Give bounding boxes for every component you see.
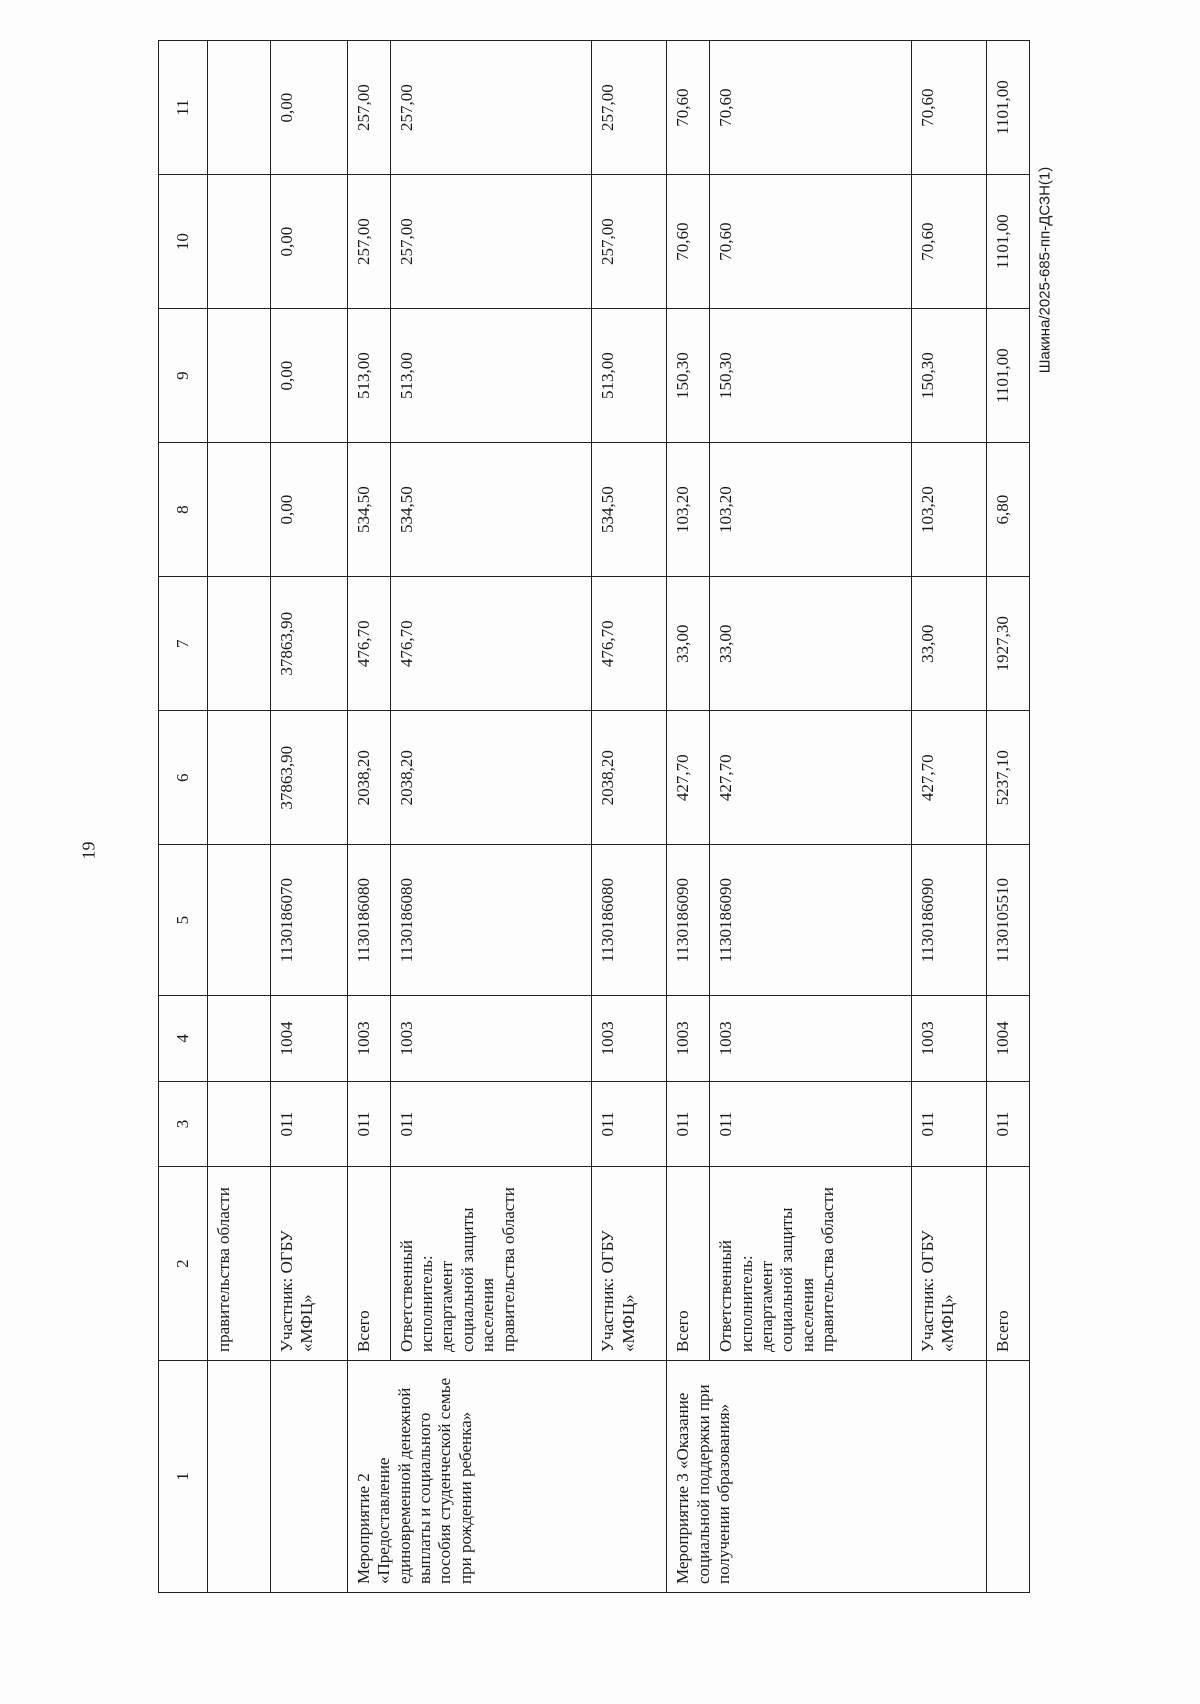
- table-row: [710, 41, 912, 1593]
- cell: 534,50: [390, 443, 592, 577]
- cell-executor: Участник: ОГБУ «МФЦ»: [592, 1167, 667, 1361]
- cell: 534,50: [347, 443, 390, 577]
- cell: [208, 996, 270, 1082]
- cell: 150,30: [911, 309, 986, 443]
- table-row: [987, 41, 1030, 1593]
- cell: 427,70: [710, 711, 912, 845]
- cell: 1130186080: [592, 845, 667, 996]
- cell: 0,00: [270, 175, 347, 309]
- cell: 0,00: [270, 41, 347, 175]
- cell-event: [208, 1361, 270, 1593]
- cell: 70,60: [667, 41, 710, 175]
- header-cell: 10: [159, 175, 208, 309]
- cell: 33,00: [911, 577, 986, 711]
- budget-table: [158, 40, 1030, 1593]
- cell: 1003: [667, 996, 710, 1082]
- cell: 1003: [390, 996, 592, 1082]
- cell: 011: [347, 1081, 390, 1167]
- cell: 427,70: [667, 711, 710, 845]
- cell-event: Мероприятие 3 «Оказание социальной поддержки при получении образования»: [667, 1361, 987, 1593]
- cell: 1003: [911, 996, 986, 1082]
- cell: 1003: [710, 996, 912, 1082]
- cell: 011: [987, 1081, 1030, 1167]
- cell-executor: Всего: [347, 1167, 390, 1361]
- cell: 427,70: [911, 711, 986, 845]
- cell: 70,60: [710, 175, 912, 309]
- cell: 1101,00: [987, 41, 1030, 175]
- cell: 513,00: [390, 309, 592, 443]
- cell: [208, 41, 270, 175]
- header-cell: 7: [159, 577, 208, 711]
- cell: [208, 309, 270, 443]
- cell: 011: [710, 1081, 912, 1167]
- cell: 257,00: [347, 175, 390, 309]
- cell: 257,00: [592, 175, 667, 309]
- header-row: [159, 41, 208, 1593]
- cell-event: [987, 1361, 1030, 1593]
- cell: 150,30: [667, 309, 710, 443]
- header-cell: 11: [159, 41, 208, 175]
- table-row: [911, 41, 986, 1593]
- cell: 011: [390, 1081, 592, 1167]
- cell: 37863,90: [270, 577, 347, 711]
- cell: 1130186090: [667, 845, 710, 996]
- cell: 257,00: [347, 41, 390, 175]
- table-row: [390, 41, 592, 1593]
- cell: 1003: [592, 996, 667, 1082]
- cell: 1004: [270, 996, 347, 1082]
- cell-event: [270, 1361, 347, 1593]
- table-row: [347, 41, 390, 1593]
- cell: 1101,00: [987, 309, 1030, 443]
- budget-table-rotated: [158, 40, 1030, 1593]
- cell: 011: [667, 1081, 710, 1167]
- cell-event: Мероприятие 2 «Предоставление единовременной денежной выплаты и социального пособия студенческой семье при рождении ребенка»: [347, 1361, 667, 1593]
- cell: 476,70: [592, 577, 667, 711]
- cell: 0,00: [270, 443, 347, 577]
- cell: 2038,20: [390, 711, 592, 845]
- cell-executor: Участник: ОГБУ «МФЦ»: [270, 1167, 347, 1361]
- cell: 1927,30: [987, 577, 1030, 711]
- header-cell: 3: [159, 1081, 208, 1167]
- cell: 33,00: [710, 577, 912, 711]
- header-cell: 8: [159, 443, 208, 577]
- header-cell: 9: [159, 309, 208, 443]
- cell: 70,60: [911, 41, 986, 175]
- table-row: [270, 41, 347, 1593]
- cell: 103,20: [667, 443, 710, 577]
- cell: 476,70: [347, 577, 390, 711]
- cell: 011: [911, 1081, 986, 1167]
- header-cell: 5: [159, 845, 208, 996]
- cell: 476,70: [390, 577, 592, 711]
- header-cell: 2: [159, 1167, 208, 1361]
- cell: 103,20: [911, 443, 986, 577]
- cell: 2038,20: [347, 711, 390, 845]
- header-cell: 6: [159, 711, 208, 845]
- cell: [208, 443, 270, 577]
- cell: 534,50: [592, 443, 667, 577]
- cell: 150,30: [710, 309, 912, 443]
- header-cell: 1: [159, 1361, 208, 1593]
- cell: 1101,00: [987, 175, 1030, 309]
- cell-executor: Участник: ОГБУ «МФЦ»: [911, 1167, 986, 1361]
- cell-executor: Ответственный исполнитель: департамент социальной защиты населения правительства области: [710, 1167, 912, 1361]
- cell: 0,00: [270, 309, 347, 443]
- cell: 70,60: [911, 175, 986, 309]
- cell: 37863,90: [270, 711, 347, 845]
- cell: 1130186080: [390, 845, 592, 996]
- cell-executor: Ответственный исполнитель: департамент социальной защиты населения правительства области: [390, 1167, 592, 1361]
- doc-code: Шакина/2025-685-пп-ДСЗН(1): [1036, 166, 1054, 374]
- cell: 1130186070: [270, 845, 347, 996]
- cell-executor: Всего: [987, 1167, 1030, 1361]
- cell: 1130186080: [347, 845, 390, 996]
- cell: 1130186090: [710, 845, 912, 996]
- cell: 5237,10: [987, 711, 1030, 845]
- cell: [208, 577, 270, 711]
- cell: 1004: [987, 996, 1030, 1082]
- cell: [208, 711, 270, 845]
- doc-code-wrap: [1030, 120, 1060, 420]
- cell: 1130186090: [911, 845, 986, 996]
- cell: 513,00: [592, 309, 667, 443]
- cell: 257,00: [390, 41, 592, 175]
- cell: 011: [592, 1081, 667, 1167]
- cell: [208, 845, 270, 996]
- table-row: [667, 41, 710, 1593]
- page-number: 19: [78, 841, 99, 860]
- cell: [208, 175, 270, 309]
- cell-executor: Всего: [667, 1167, 710, 1361]
- cell: 257,00: [390, 175, 592, 309]
- cell: 33,00: [667, 577, 710, 711]
- cell: 6,80: [987, 443, 1030, 577]
- table-row: [592, 41, 667, 1593]
- cell: [208, 1081, 270, 1167]
- cell: 2038,20: [592, 711, 667, 845]
- cell: 70,60: [667, 175, 710, 309]
- cell: 011: [270, 1081, 347, 1167]
- header-cell: 4: [159, 996, 208, 1082]
- cell: 513,00: [347, 309, 390, 443]
- cell: 1003: [347, 996, 390, 1082]
- cell-executor: правительства области: [208, 1167, 270, 1361]
- cell: 70,60: [710, 41, 912, 175]
- table-row: [208, 41, 270, 1593]
- cell: 257,00: [592, 41, 667, 175]
- cell: 1130105510: [987, 845, 1030, 996]
- cell: 103,20: [710, 443, 912, 577]
